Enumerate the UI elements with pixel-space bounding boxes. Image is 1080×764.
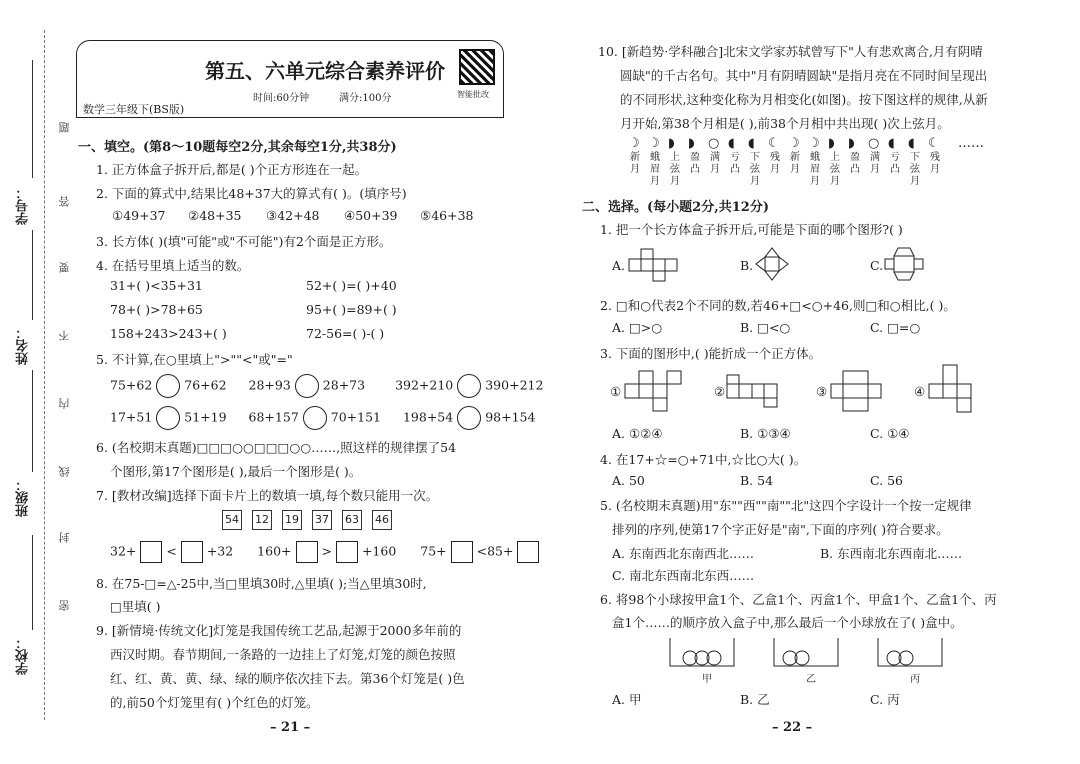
moon-phase-icon: ◖ — [748, 136, 755, 151]
moon-name: 残月 — [930, 152, 940, 175]
seal-char: 题 — [58, 122, 71, 133]
q5-expr: 28+93 — [248, 377, 291, 393]
moon-phase-icon: ◖ — [728, 136, 735, 151]
choice-2: 2. □和○代表2个不同的数,若46+□<○+46,则□和○相比,( )。 — [600, 298, 956, 313]
choice-6: 6. 将98个小球按甲盒1个、乙盒1个、丙盒1个、甲盒1个、乙盒1个、丙 — [600, 592, 997, 607]
moon-phase-icon: ☾ — [928, 136, 940, 151]
question-6: 6. (名校期末真题)□□□○○□□□○○……,照这样的规律摆了54 — [96, 440, 457, 455]
seal-char: 答 — [58, 196, 71, 207]
figure-label: ④ — [914, 384, 926, 399]
qr-code-icon[interactable] — [459, 49, 495, 85]
moon-name: 上弦月 — [670, 152, 680, 187]
compare-circle[interactable] — [457, 374, 481, 398]
seal-char: 密 — [58, 600, 71, 611]
class-label: 班级： — [16, 478, 31, 517]
moon-name: 新月 — [790, 152, 800, 175]
choice-option[interactable]: C. ①④ — [870, 426, 910, 441]
question-9: 9. [新情境·传统文化]灯笼是我国传统工艺品,起源于2000多年前的 — [96, 623, 462, 638]
exam-subtitle: 数学三年级下(BS版) — [83, 103, 185, 116]
choice-5: 5. (名校期末真题)用"东""西""南""北"这四个字设计一个按一定规律 — [600, 498, 972, 513]
q7-text: <85+ — [476, 543, 514, 559]
cube-net-1 — [624, 370, 684, 412]
moon-name: 亏凸 — [730, 152, 740, 175]
net-figure-b — [754, 246, 790, 282]
choice-option[interactable]: B. □<○ — [740, 320, 791, 335]
name-label: 姓名： — [16, 326, 31, 365]
seal-char: 要 — [58, 262, 71, 273]
q5-expr: 28+73 — [322, 377, 366, 393]
question-9-cont: 红、红、黄、黄、绿、绿的顺序依次挂下去。第36个灯笼是( )色 — [110, 671, 465, 686]
q2-option: ④50+39 — [344, 208, 398, 223]
choice-1: 1. 把一个长方体盒子拆开后,可能是下面的哪个图形?( ) — [600, 222, 903, 237]
choice-option[interactable]: C. 丙 — [870, 692, 900, 707]
choice-option[interactable]: B. 东西南北东西南北…… — [820, 546, 963, 561]
answer-box[interactable] — [181, 541, 203, 563]
moon-phase-icon: ◖ — [908, 136, 915, 151]
cube-net-3 — [830, 370, 882, 412]
q7-text: 160+ — [257, 543, 292, 559]
q5-expr: 76+62 — [184, 377, 227, 393]
box-jia — [668, 636, 738, 670]
moon-phase-icon: ☽ — [788, 136, 800, 151]
question-5: 5. 不计算,在○里填上">""<"或"=" — [96, 352, 293, 367]
moon-name: 蛾眉月 — [810, 152, 820, 187]
moon-phase-icon: ☽ — [648, 136, 660, 151]
moon-phase-icon: ☽ — [628, 136, 640, 151]
name-line[interactable] — [32, 230, 33, 320]
choice-option[interactable]: A. 50 — [612, 473, 645, 488]
q5-expr: 70+151 — [330, 409, 381, 425]
q4-item: 158+243>243+( ) — [110, 326, 227, 341]
figure-label: ② — [714, 384, 726, 399]
q2-option: ③42+48 — [266, 208, 320, 223]
choice-option[interactable]: A. ①②④ — [612, 426, 663, 441]
moon-phase-icon: ◗ — [688, 136, 695, 151]
moon-name: 下弦月 — [750, 152, 760, 187]
moon-name: 下弦月 — [910, 152, 920, 187]
q5-expr: 392+210 — [395, 377, 454, 393]
compare-circle[interactable] — [457, 406, 481, 430]
q5-expr: 390+212 — [485, 377, 544, 393]
net-figure-a — [628, 248, 678, 282]
q4-item: 78+( )>78+65 — [110, 302, 203, 317]
choice-3: 3. 下面的图形中,( )能折成一个正方体。 — [600, 346, 822, 361]
compare-circle[interactable] — [156, 374, 180, 398]
moon-name: 满月 — [870, 152, 880, 175]
question-9-cont: 西汉时期。春节期间,一条路的一边挂上了灯笼,灯笼的颜色按照 — [110, 647, 456, 662]
seal-char: 封 — [58, 532, 71, 543]
q5-expr: 98+154 — [485, 409, 536, 425]
moon-name: 残月 — [770, 152, 780, 175]
moon-name: 盈凸 — [690, 152, 700, 175]
choice-6-cont: 盒1个……的顺序放入盒子中,那么最后一个小球放在了( )盒中。 — [612, 615, 963, 630]
compare-circle[interactable] — [295, 374, 319, 398]
answer-box[interactable] — [517, 541, 539, 563]
q4-item: 31+( )<35+31 — [110, 278, 203, 293]
moon-phase-icon: ☾ — [768, 136, 780, 151]
moon-phase-icon: ○ — [868, 136, 880, 151]
exam-time: 时间:60分钟 — [253, 93, 310, 104]
box-label: 乙 — [806, 674, 816, 685]
answer-box[interactable] — [296, 541, 318, 563]
question-10-cont: 的不同形状,这种变化称为月相变化(如图)。按下图这样的规律,从新 — [620, 92, 988, 107]
choice-option[interactable]: A. — [612, 258, 626, 273]
question-4: 4. 在括号里填上适当的数。 — [96, 258, 250, 273]
q5-expr: 198+54 — [402, 409, 454, 425]
q4-item: 52+( )=( )+40 — [306, 278, 397, 293]
exam-title: 第五、六单元综合素养评价 — [205, 59, 445, 83]
moon-phase-icon: ○ — [708, 136, 720, 151]
figure-label: ③ — [816, 384, 828, 399]
q2-option: ⑤46+38 — [420, 208, 474, 223]
q7-text: < — [166, 543, 177, 559]
question-6-cont: 个图形,第17个图形是( ),最后一个图形是( )。 — [110, 464, 362, 479]
cube-net-4 — [928, 364, 972, 416]
answer-box[interactable] — [451, 541, 473, 563]
choice-option[interactable]: C. 56 — [870, 473, 903, 488]
choice-option[interactable]: A. 东南西北东南西北…… — [612, 546, 754, 561]
box-label: 甲 — [702, 674, 712, 685]
net-figure-c — [884, 246, 924, 282]
question-8-cont: □里填( ) — [110, 599, 161, 614]
number-card[interactable]: 63 — [342, 510, 362, 530]
moon-name: 上弦月 — [830, 152, 840, 187]
binding-dashed-line — [44, 30, 45, 720]
choice-option[interactable]: C. — [870, 258, 884, 273]
q7-text: > — [321, 543, 332, 559]
student-id-line[interactable] — [32, 60, 33, 178]
choice-option[interactable]: A. □>○ — [612, 320, 663, 335]
box-yi — [772, 636, 842, 670]
box-bing — [876, 636, 946, 670]
choice-option[interactable]: B. — [740, 258, 754, 273]
exam-score: 满分:100分 — [339, 93, 392, 104]
q5-expr: 75+62 — [110, 377, 153, 393]
q4-item: 72-56=( )-( ) — [306, 326, 385, 341]
number-card[interactable]: 46 — [372, 510, 392, 530]
page-number-right: – 22 – — [772, 720, 813, 735]
answer-box[interactable] — [140, 541, 162, 563]
number-card[interactable]: 37 — [312, 510, 332, 530]
compare-circle[interactable] — [303, 406, 327, 430]
moon-phase-icon: ☽ — [808, 136, 820, 151]
choice-5-cont: 排列的序列,使第17个字正好是"南",下面的序列( )符合要求。 — [612, 522, 949, 537]
q2-option: ②48+35 — [188, 208, 242, 223]
seal-char: 不 — [58, 330, 71, 341]
q5-expr: 17+51 — [110, 409, 153, 425]
q5-expr: 68+157 — [248, 409, 299, 425]
choice-option[interactable]: B. 乙 — [740, 692, 770, 707]
q2-option: ①49+37 — [112, 208, 166, 223]
question-3: 3. 长方体( )(填"可能"或"不可能")有2个面是正方形。 — [96, 234, 392, 249]
moon-phase-icon: ◖ — [888, 136, 895, 151]
choice-4: 4. 在17+☆=○+71中,☆比○大( )。 — [600, 452, 807, 467]
q7-inequalities — [110, 541, 539, 563]
choice-option[interactable]: B. ①③④ — [740, 426, 791, 441]
figure-label: ① — [610, 384, 622, 399]
moon-name: 亏凸 — [890, 152, 900, 175]
choice-option[interactable]: B. 54 — [740, 473, 774, 488]
q7-text: 32+ — [110, 543, 137, 559]
moon-name: 满月 — [710, 152, 720, 175]
choice-option[interactable]: C. 南北东西南北东西…… — [612, 568, 755, 583]
moon-phase-icon: ◗ — [828, 136, 835, 151]
choice-option[interactable]: C. □=○ — [870, 320, 921, 335]
moon-name: 新月 — [630, 152, 640, 175]
question-9-cont: 的,前50个灯笼里有( )个红色的灯笼。 — [110, 695, 319, 710]
question-1: 1. 正方体盒子拆开后,都是( )个正方形连在一起。 — [96, 162, 368, 177]
section-choice: 二、选择。(每小题2分,共12分) — [582, 200, 769, 215]
qr-caption: 智能批改 — [457, 90, 489, 99]
seal-char: 线 — [58, 466, 71, 477]
q5-row-1 — [110, 374, 543, 398]
moon-ellipsis: …… — [958, 136, 984, 151]
box-label: 丙 — [910, 674, 920, 685]
number-card[interactable]: 12 — [252, 510, 272, 530]
compare-circle[interactable] — [156, 406, 180, 430]
exam-header — [76, 40, 504, 118]
question-10-cont: 圆缺"的千古名句。其中"月有阴晴圆缺"是指月亮在不同时间呈现出 — [620, 68, 988, 83]
number-card[interactable]: 19 — [282, 510, 302, 530]
section-fill-blank: 一、填空。(第8～10题每空2分,其余每空1分,共38分) — [78, 140, 397, 155]
moon-name: 蛾眉月 — [650, 152, 660, 187]
q4-item: 95+( )=89+( ) — [306, 302, 397, 317]
student-id-label: 学号： — [16, 186, 31, 225]
school-label: 学校： — [16, 636, 31, 675]
question-7: 7. [教材改编]选择下面卡片上的数填一填,每个数只能用一次。 — [96, 488, 439, 503]
page-number-left: – 21 – — [270, 720, 311, 735]
q7-text: +32 — [206, 543, 234, 559]
question-10-cont: 月开始,第38个月相是( ),前38个月相中共出现( )次上弦月。 — [620, 116, 950, 131]
question-10: 10. [新趋势·学科融合]北宋文学家苏轼曾写下"人有悲欢离合,月有阴晴 — [598, 44, 983, 59]
cube-net-2 — [726, 374, 778, 408]
question-2: 2. 下面的算式中,结果比48+37大的算式有( )。(填序号) — [96, 186, 407, 201]
moon-phase-icon: ◗ — [848, 136, 855, 151]
class-line[interactable] — [32, 370, 33, 472]
moon-phase-icon: ◗ — [668, 136, 675, 151]
q7-text: +160 — [361, 543, 397, 559]
seal-char: 内 — [58, 398, 71, 409]
q5-expr: 51+19 — [184, 409, 227, 425]
school-line[interactable] — [32, 535, 33, 630]
answer-box[interactable] — [336, 541, 358, 563]
number-card[interactable]: 54 — [222, 510, 242, 530]
question-8: 8. 在75-□=△-25中,当□里填30时,△里填( );当△里填30时, — [96, 576, 427, 591]
q7-text: 75+ — [420, 543, 447, 559]
q5-row-2 — [110, 406, 535, 430]
moon-name: 盈凸 — [850, 152, 860, 175]
choice-option[interactable]: A. 甲 — [612, 692, 642, 707]
